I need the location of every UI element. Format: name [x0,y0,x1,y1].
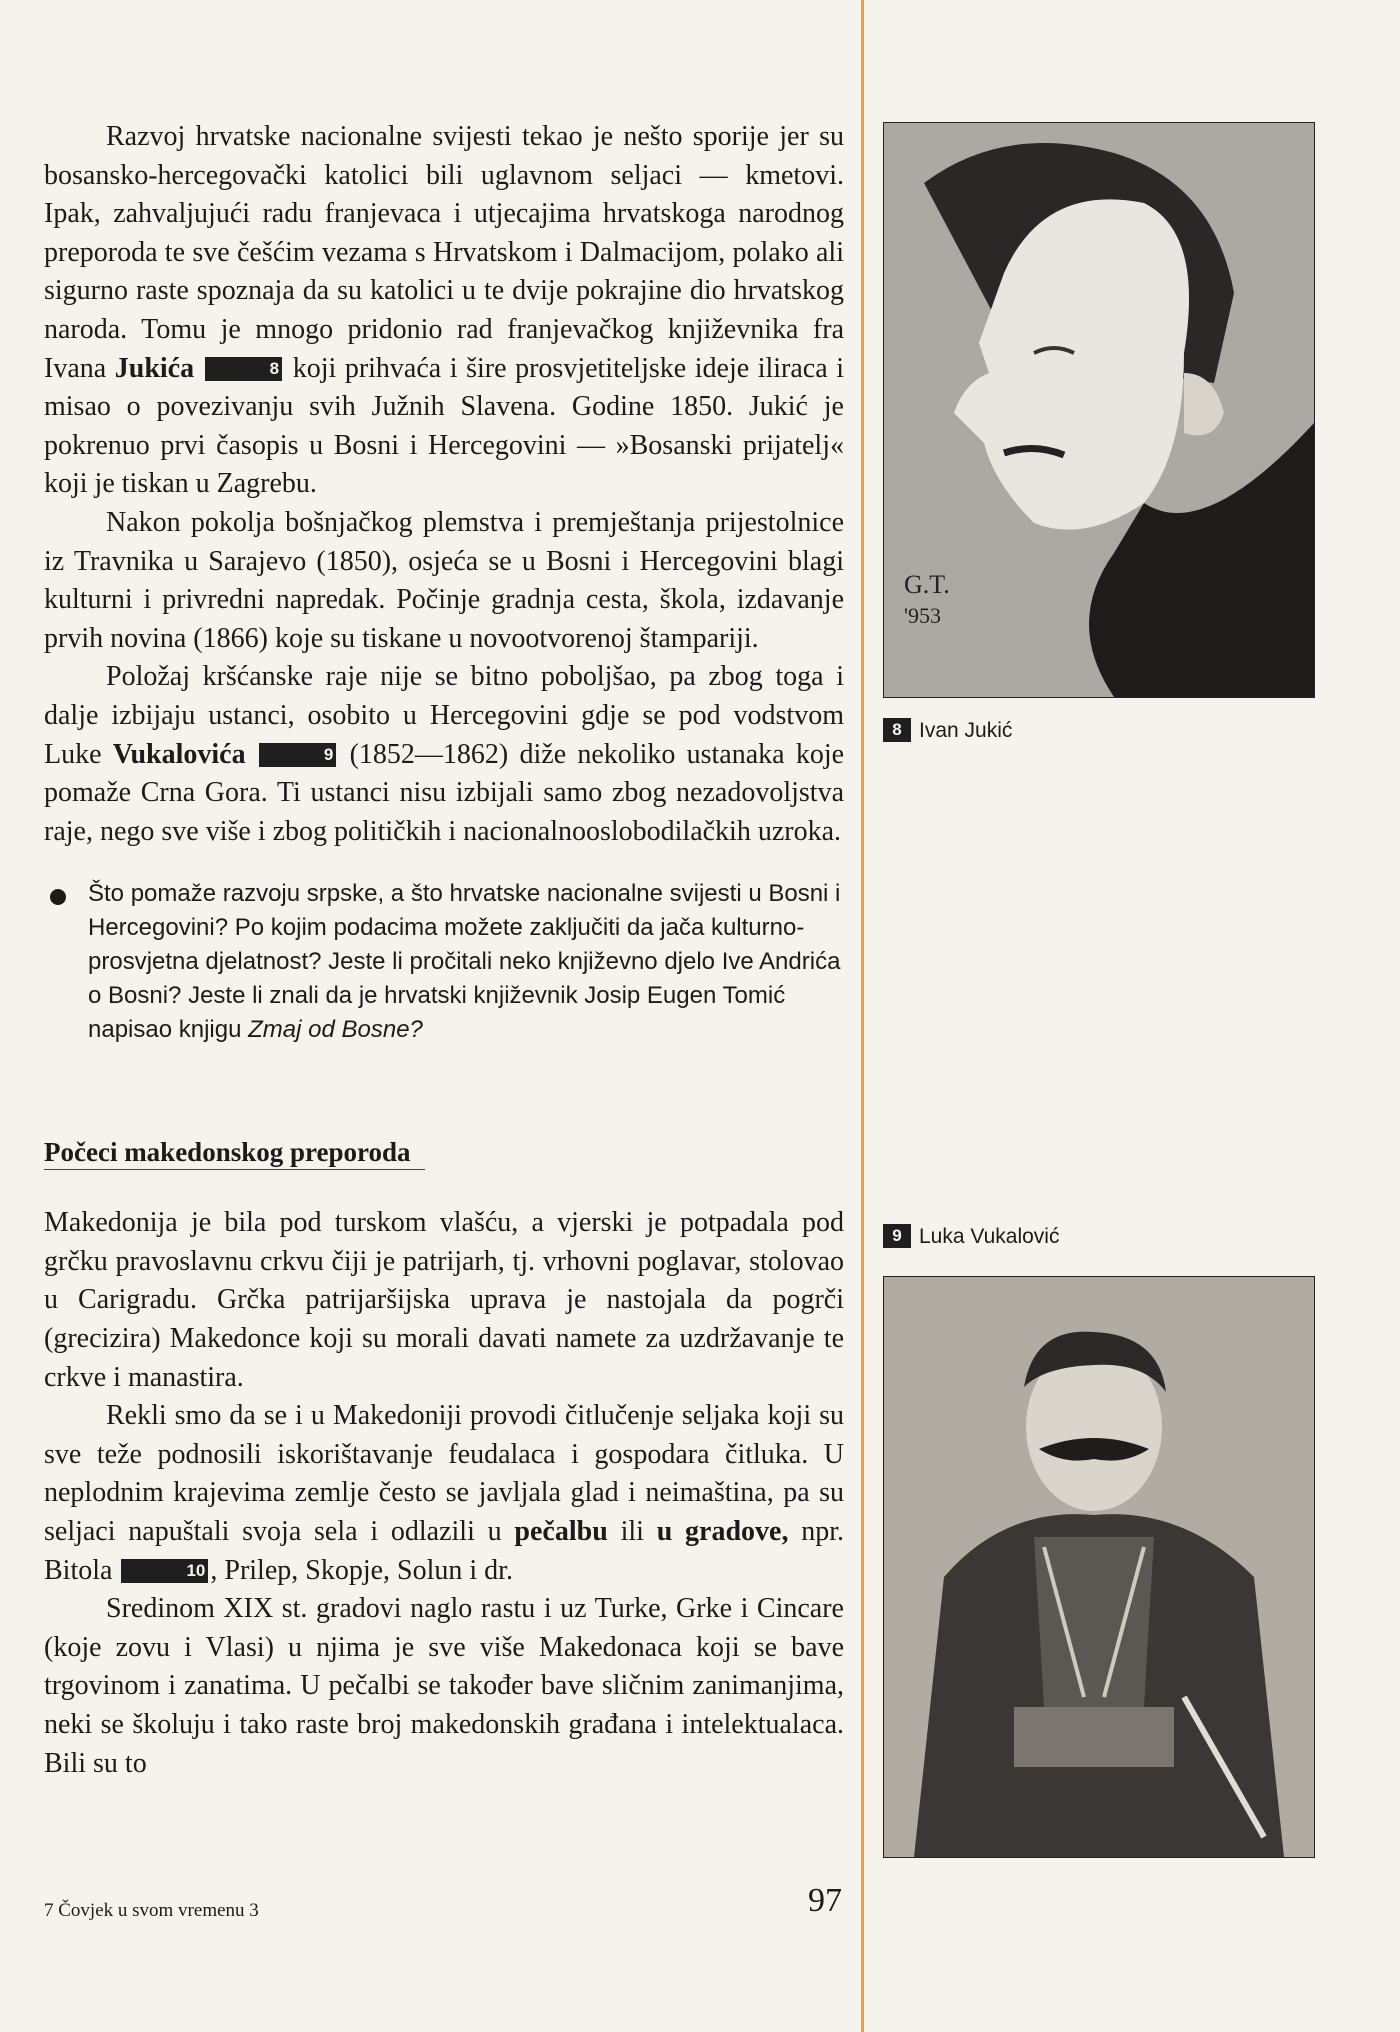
caption-luka-vukalovic [883,1224,1059,1249]
paragraph-text: Rekli smo da se i u Makedoniji provodi čitlučenje seljaka koji su sve teže podnosili iskorištavanje feudalaca i gospodara čitluka. U neplodnim krajevima zemlje često se javljala glad i neimaština, pa su seljaci napuštali svoja sela i odlazili u [44,1400,844,1548]
bullet-icon [50,889,66,905]
paragraph-text: , Prilep, Skopje, Solun i dr. [210,1554,513,1586]
paragraph-text: (1852—1862) diže nekoliko ustanaka koje pomaže Crna Gora. Ti ustanci nisu izbijali samo zbog nezadovoljstva raje, nego sve više i zbog političkih i nacionalnooslobodilačkih uzroka. [44,738,845,847]
paragraph-text: npr. Bitola [44,1516,845,1586]
paragraph-text: koji prihvaća i šire prosvjetiteljske ideje iliraca i misao o povezivanju svih Južnih Slavena. Godine 1850. Jukić je pokrenuo prvi časopis u Bosni i Hercegovini — »Bosanski prijatelj« koji je tiskan u Zagrebu. [44,352,844,500]
portrait-sketch-image [884,123,1314,697]
paragraph-progress: Nakon pokolja bošnjačkog plemstva i premještanja prijestolnice iz Travnika u Sarajevo (1850), osjeća se u Bosni i Hercegovini blagi kulturni i privredni napredak. Počinje gradnja cesta, škola, izdavanje prvih novina (1866) koje su tiskane u novootvorenoj štampariji. [44,506,844,654]
figure-ref-badge: 9 [259,743,336,767]
book-title: Zmaj od Bosne? [248,1016,423,1044]
column-divider [861,0,864,2032]
review-question [44,877,844,1047]
figure-ref-badge: 10 [121,1559,208,1583]
paragraph-text: Položaj kršćanske raje nije se bitno poboljšao, pa zbog toga i dalje izbijaju ustanci, osobito u Hercegovini gdje se pod vodstvom Luke [44,661,844,770]
caption-text: Luka Vukalović [919,1225,1060,1248]
term-gradove: u gradove, [656,1516,789,1548]
paragraph-uprisings [44,658,844,851]
portrait-painting-image [884,1277,1314,1857]
main-text-column [44,118,844,1783]
paragraph-citlucenje [44,1397,844,1590]
paragraph-cities: Sredinom XIX st. gradovi naglo rastu i uz Turke, Grke i Cincare (koje zovu i Vlasi) u njima je sve više Makedonaca koji se bave trgovinom i zanatima. U pečalbi se također bave sličnim zanimanjima, neki se školuju i tako raste broj makedonskih građana i intelektualaca. Bili su to [44,1593,844,1779]
figure-number-badge: 9 [883,1224,911,1248]
svg-text:'953: '953 [904,603,941,628]
caption-ivan-jukic [883,718,1012,743]
name-vukalovic: Vukalovića [112,738,246,770]
section-heading: Počeci makedonskog preporoda [44,1135,425,1170]
portrait-ivan-jukic [883,122,1315,698]
paragraph-macedonia: Makedonija je bila pod turskom vlašću, a vjerski je potpadala pod grčku pravoslavnu crkvu čiji je patrijarh, tj. vrhovni poglavar, stolovao u Carigradu. Grčka patrijaršijska uprava je nastojala da pogrči (grecizira) Makedonce koji su morali davati namete za uzdržavanje te crkve i manastira. [44,1207,844,1393]
term-pecalba: pečalbu [514,1516,608,1548]
portrait-luka-vukalovic [883,1276,1315,1858]
figure-ref-badge: 8 [205,357,282,381]
question-text: Što pomaže razvoju srpske, a što hrvatske nacionalne svijesti u Bosni i Hercegovini? Po kojim podacima možete zaključiti da jača kulturno-prosvjetna djelatnost? Jeste li pročitali neko književno djelo Ive Andrića o Bosni? Jeste li znali da je hrvatski književnik Josip Eugen Tomić napisao knjigu [88,880,841,1044]
paragraph-text: Razvoj hrvatske nacionalne svijesti tekao je nešto sporije jer su bosansko-hercegovački katolici bili uglavnom seljaci — kmetovi. Ipak, zahvaljujući radu franjevaca i utjecajima hrvatskoga narodnog preporoda te sve češćim vezama s Hrvatskom i Dalmacijom, polako ali sigurno raste spoznaja da su katolici u te dvije pokrajine dio hrvatskog naroda. Tomu je mnogo pridonio rad franjevačkog književnika fra Ivana [44,121,844,384]
caption-text: Ivan Jukić [919,719,1013,742]
paragraph-croatian-awareness [44,118,844,504]
figure-number-badge: 8 [883,718,911,742]
page-number: 97 [808,1882,842,1919]
name-jukic: Jukića [114,352,195,384]
footer-book-title: 7 Čovjek u svom vremenu 3 [44,1900,259,1921]
svg-text:G.T.: G.T. [904,570,950,599]
paragraph-text: ili [620,1516,644,1548]
